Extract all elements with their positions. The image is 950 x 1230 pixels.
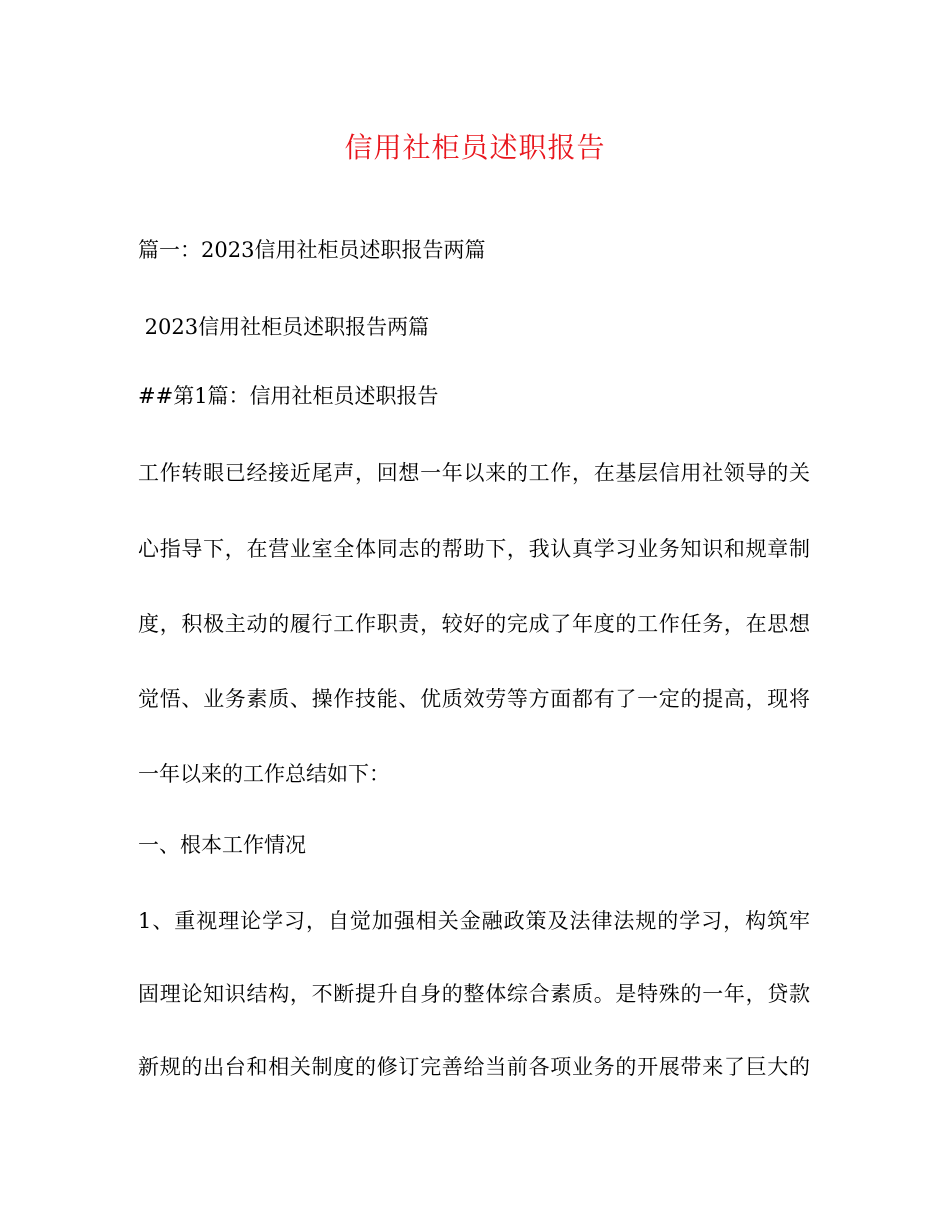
paragraph-line: 1、重视理论学习，自觉加强相关金融政策及法律法规的学习，构筑牢	[138, 909, 810, 933]
paragraph-line: 新规的出台和相关制度的修订完善给当前各项业务的开展带来了巨大的	[138, 1055, 810, 1079]
document-title: 信用社柜员述职报告	[344, 131, 606, 164]
paragraph-line: 觉悟、业务素质、操作技能、优质效劳等方面都有了一定的提高，现将	[138, 687, 810, 711]
paragraph-line: 度，积极主动的履行工作职责，较好的完成了年度的工作任务，在思想	[138, 612, 810, 636]
section-heading: 篇一：2023信用社柜员述职报告两篇	[138, 238, 486, 262]
paragraph-line: 一年以来的工作总结如下：	[138, 762, 390, 786]
section-heading: 一、根本工作情况	[138, 833, 306, 857]
subtitle-line: 2023信用社柜员述职报告两篇	[138, 315, 430, 339]
paragraph-line: 心指导下，在营业室全体同志的帮助下，我认真学习业务知识和规章制	[138, 537, 810, 561]
paragraph-line: 固理论知识结构，不断提升自身的整体综合素质。是特殊的一年，贷款	[138, 982, 810, 1006]
paragraph-line: 工作转眼已经接近尾声，回想一年以来的工作，在基层信用社领导的关	[138, 461, 810, 485]
chapter-heading: ##第1篇：信用社柜员述职报告	[138, 384, 439, 408]
